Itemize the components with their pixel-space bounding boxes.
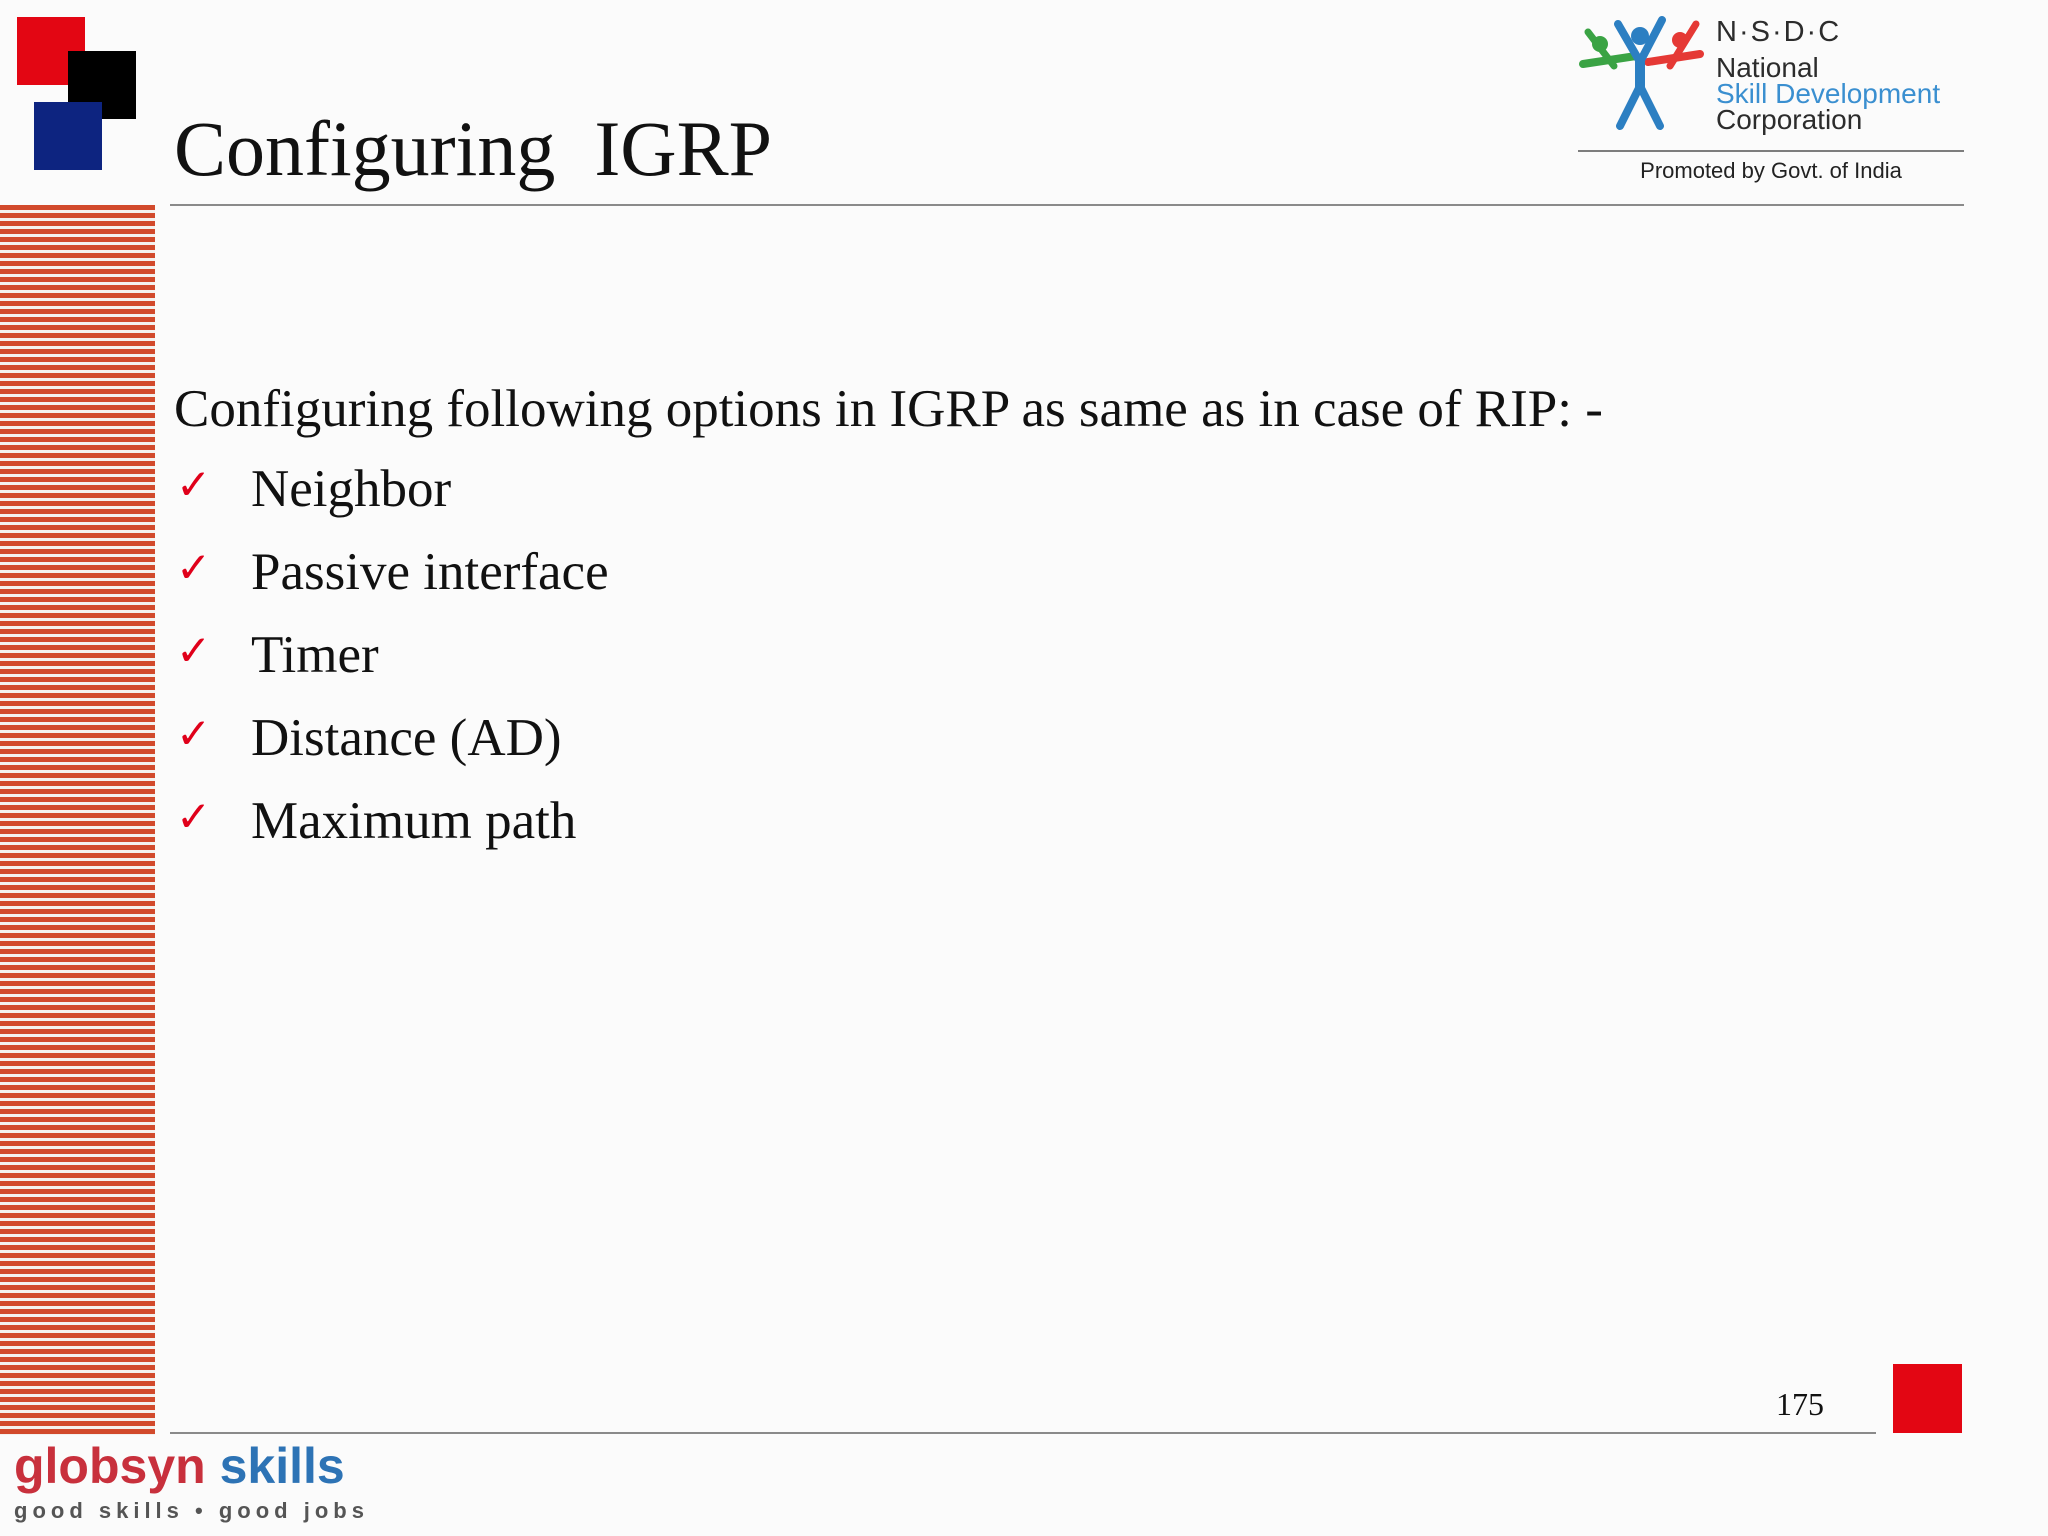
decor-footer-square: [1893, 1364, 1962, 1433]
nsdc-promoted-text: Promoted by Govt. of India: [1640, 158, 1902, 183]
globsyn-tagline: good skills • good jobs: [14, 1498, 369, 1523]
nsdc-name-line3: Corporation: [1716, 104, 1863, 135]
check-icon: ✓: [176, 460, 212, 509]
title-divider: [170, 204, 1964, 206]
list-item-text: Passive interface: [251, 543, 609, 601]
globsyn-logo: [14, 1436, 369, 1524]
footer-divider: [170, 1432, 1876, 1434]
left-striped-bar: [0, 205, 155, 1435]
globsyn-name: [14, 1436, 369, 1496]
nsdc-name-line2: Skill Development: [1716, 78, 1941, 109]
nsdc-figures-icon: [1578, 14, 1708, 134]
check-icon: ✓: [176, 543, 212, 592]
check-icon: ✓: [176, 792, 212, 841]
page-number: 175: [1776, 1386, 1824, 1422]
nsdc-abbreviation: N·S·D·C: [1716, 16, 1842, 48]
decor-blue-square: [34, 102, 102, 170]
list-item-text: Timer: [251, 626, 379, 684]
list-item-text: Maximum path: [251, 792, 577, 850]
nsdc-name-line1: National: [1716, 52, 1819, 83]
nsdc-logo: [1578, 10, 1964, 190]
check-icon: ✓: [176, 626, 212, 675]
globsyn-name-part2: skills: [219, 1438, 345, 1494]
list-item-text: Neighbor: [251, 460, 452, 518]
slide-title: Configuring IGRP: [174, 105, 773, 192]
list-item-text: Distance (AD): [251, 709, 562, 767]
check-icon: ✓: [176, 709, 212, 758]
nsdc-divider: [1578, 150, 1964, 152]
globsyn-name-part1: globsyn: [14, 1438, 206, 1494]
intro-text: Configuring following options in IGRP as same as in case of RIP: -: [174, 380, 1603, 438]
